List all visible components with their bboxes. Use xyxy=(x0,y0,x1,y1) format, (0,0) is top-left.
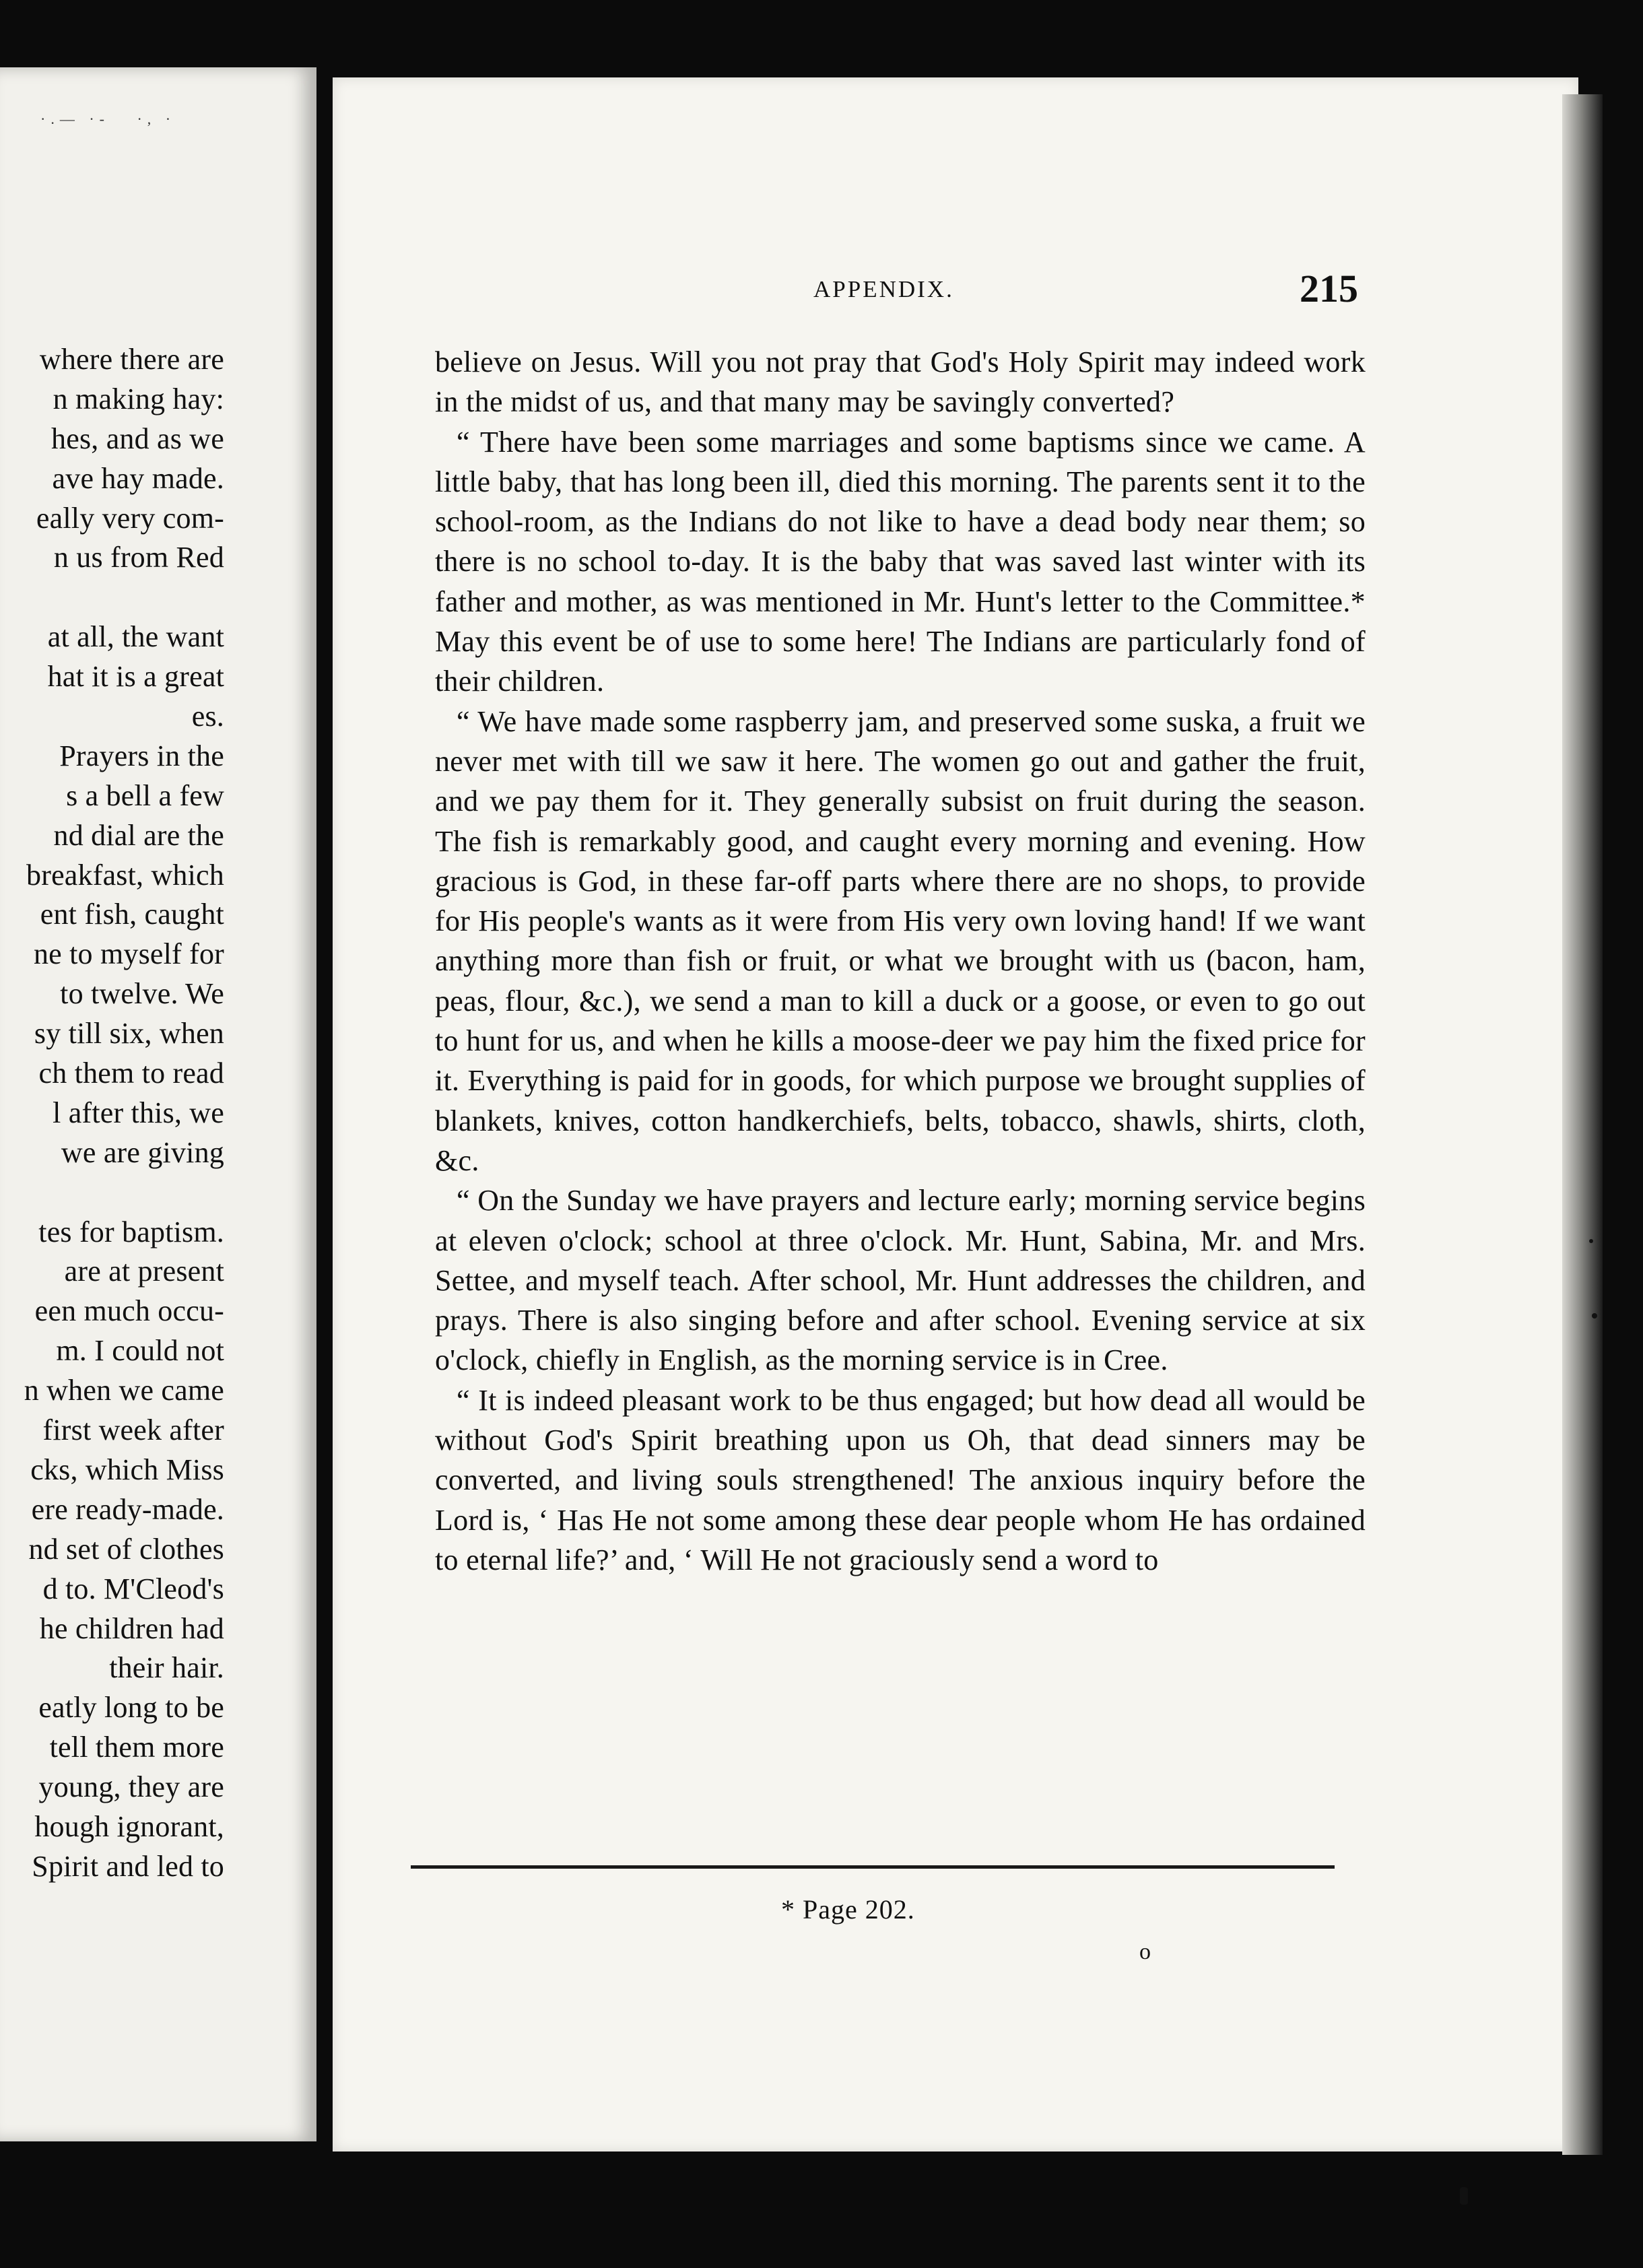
left-page-line: d to. M'Cleod's xyxy=(42,1572,224,1605)
running-head: APPENDIX. xyxy=(813,276,954,302)
left-page-line: Spirit and led to xyxy=(32,1849,224,1883)
left-page-line: tell them more xyxy=(49,1731,224,1764)
left-page-line: young, they are xyxy=(38,1770,224,1804)
footnote-rule xyxy=(411,1865,1335,1869)
left-page-line: hough ignorant, xyxy=(34,1809,224,1843)
left-page-line: m. I could not xyxy=(56,1334,224,1368)
paragraph: “ There have been some marriages and some baptisms since we came. A little baby, that has long been ill, died this morning. The parents sent it to the school-room, as the Indians do not like to have a dead body near them; so there is no school to-day. It is the baby that was saved last winter with its father and mother, as was mentioned in Mr. Hunt's letter to the Committee.* May this event be of use to some here! The Indians are particularly fond of their children. xyxy=(435,425,1366,698)
left-page-line: Prayers in the xyxy=(59,739,224,772)
left-page-line: he children had xyxy=(39,1611,224,1645)
left-page-line: hat it is a great xyxy=(47,660,224,694)
scan-speck xyxy=(1589,1239,1593,1243)
paragraph: believe on Jesus. Will you not pray that God's Holy Spirit may indeed work in the midst of us, and that many may be savingly converted? xyxy=(435,345,1366,419)
scan-speck xyxy=(1460,2187,1468,2205)
left-page-line: een much occu- xyxy=(34,1294,224,1328)
scan-speck xyxy=(1592,1313,1597,1319)
left-page-line: ne to myself for xyxy=(33,937,224,971)
paragraph: “ We have made some raspberry jam, and preserved some suska, a fruit we never met with till we saw it here. The women go out and gather the fruit, and we pay them for it. They generally subsist on fruit during the season. The fish is remarkably good, and caught every morning and evening. How gracious is God, in these far-off parts where there are no shops, to provide for His people's wants as it were from His very own loving hand! If we want anything more than fish or fruit, or what we brought with us (bacon, ham, peas, flour, &c.), we send a man to kill a duck or a goose, or even to go out to hunt for us, and when he kills a moose-deer we pay him the fixed price for it. Everything is paid for in goods, for which purpose we brought supplies of blankets, knives, cotton handkerchiefs, belts, tobacco, shawls, shirts, cloth, &c. xyxy=(435,704,1366,1177)
left-page-line: their hair. xyxy=(109,1651,224,1685)
left-page-line: eally very com- xyxy=(36,501,224,535)
paragraph: “ On the Sunday we have prayers and lecture early; morning service begins at eleven o'clock; school at three o'clock. Mr. Hunt, Sabina, Mr. and Mrs. Settee, and myself teach. After school, Mr. Hunt addresses the children, and prays. There is also singing before and after school. Evening service at six o'clock, chiefly in English, as the morning service is in Cree. xyxy=(435,1184,1366,1377)
left-page-line: n us from Red xyxy=(53,541,224,574)
left-page-line xyxy=(0,578,224,618)
left-page-line: nd set of clothes xyxy=(28,1532,224,1566)
left-page-line: where there are xyxy=(39,343,224,376)
left-page-line: ave hay made. xyxy=(52,461,224,495)
left-page-line: s a bell a few xyxy=(66,778,224,812)
page-number: 215 xyxy=(1300,267,1358,310)
left-page-line: are at present xyxy=(64,1255,224,1288)
left-page-line: es. xyxy=(191,700,224,733)
left-page-line xyxy=(0,1173,224,1213)
paragraph: “ It is indeed pleasant work to be thus engaged; but how dead all would be without God's Spirit breathing upon us Oh, that dead sinners may be converted, and living souls strengthened! The anxious inquiry before the Lord is, ‘ Has He not some among these dear people whom He has ordained to eternal life?’ and, ‘ Will He not graciously send a word to xyxy=(435,1383,1366,1576)
left-page-line: ch them to read xyxy=(38,1057,224,1090)
page-edge-shadow xyxy=(1562,94,1603,2155)
signature-mark: o xyxy=(1139,1939,1151,1964)
left-page-top-marks: ·.— ·- ·, · xyxy=(40,110,176,127)
left-page-line: l after this, we xyxy=(53,1096,224,1129)
left-page-line: n when we came xyxy=(24,1374,224,1407)
left-page-line: ent fish, caught xyxy=(40,898,224,931)
body-text xyxy=(435,342,1366,1580)
left-page-line: n making hay: xyxy=(53,382,224,415)
left-page-line: ere ready-made. xyxy=(31,1492,224,1526)
left-page-line: sy till six, when xyxy=(34,1017,224,1050)
footnote: * Page 202. xyxy=(781,1894,915,1925)
left-page-text xyxy=(0,340,224,1887)
left-page-line: eatly long to be xyxy=(38,1691,224,1725)
left-page-line: we are giving xyxy=(61,1135,224,1169)
left-page-line: to twelve. We xyxy=(60,977,224,1011)
left-page-line: hes, and as we xyxy=(51,422,224,455)
left-page-line: first week after xyxy=(42,1413,224,1447)
left-page-line: nd dial are the xyxy=(53,818,224,852)
left-page-line: breakfast, which xyxy=(26,858,224,892)
left-page-line: at all, the want xyxy=(47,620,224,654)
left-facing-page xyxy=(0,67,316,2141)
left-page-line: cks, which Miss xyxy=(30,1453,224,1486)
left-page-line: tes for baptism. xyxy=(38,1215,224,1248)
